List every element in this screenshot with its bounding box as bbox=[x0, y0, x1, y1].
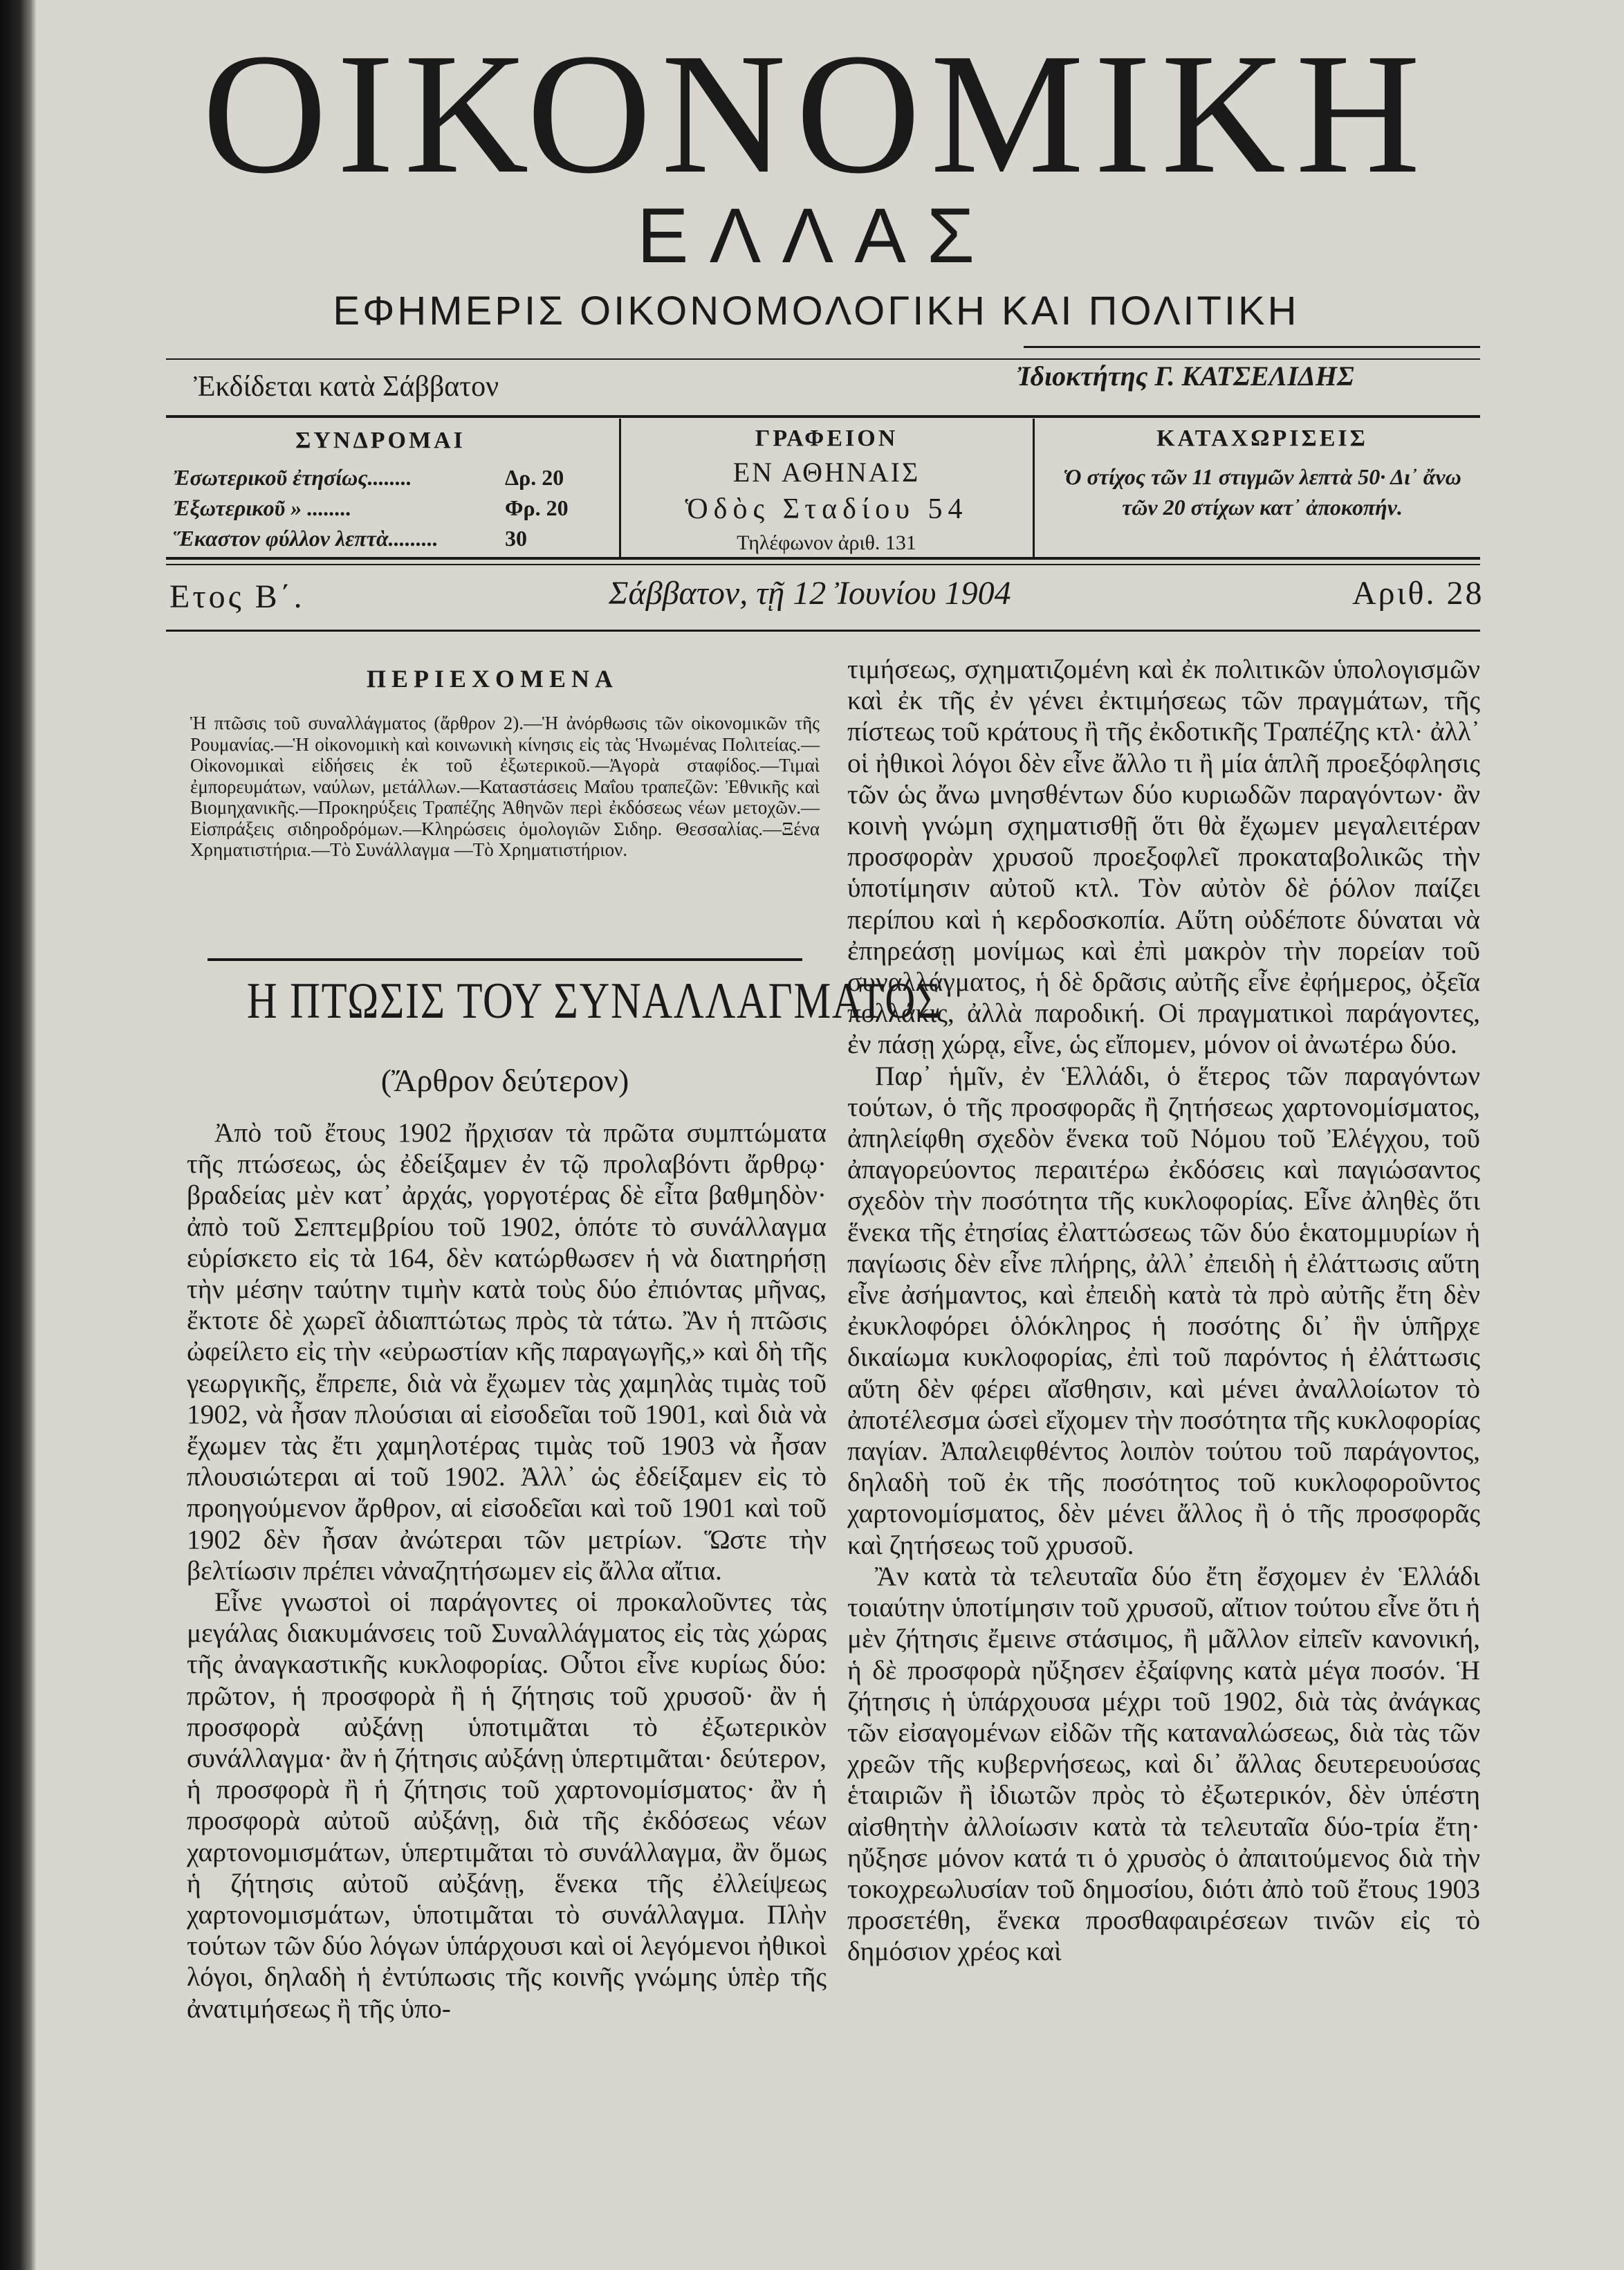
office-city: ΕΝ ΑΘΗΝΑΙΣ bbox=[732, 457, 921, 488]
subscription-row bbox=[173, 493, 602, 523]
office-block bbox=[622, 425, 1031, 555]
issue-frequency: Ἐκδίδεται κατὰ Σάββατον bbox=[194, 371, 499, 403]
ads-heading: ΚΑΤΑΧΩΡΙΣΕΙΣ bbox=[1156, 425, 1368, 451]
article-paragraph: Εἶνε γνωστοὶ οἱ παράγοντες οἱ προκαλοῦντες τὰς μεγάλας διακυμάνσεις τοῦ Συναλλάγματος εἰς τὰς χώρας τῆς ἀναγκαστικῆς κυκλοφορίας. Οὗτοι εἶνε κυρίως δύο: πρῶτον, ἡ προσφορὰ ἢ ἡ ζήτησις τοῦ χρυσοῦ· ἂν ἡ προσφορὰ αὐξάνῃ ὑποτιμᾶται τὸ ἐξωτερικὸν συνάλλαγμα· ἂν ἡ ζήτησις αὐξάνῃ ὑπερτιμᾶται· δεύτερον, ἡ προσφορὰ ἢ ἡ ζήτησις τοῦ χαρτονομίσματος· ἂν ἡ προσφορὰ αὐτοῦ αὐξάνῃ, διὰ τῆς ἐκδόσεως νέων χαρτονομισμάτων, ὑπερτιμᾶται τὸ συνάλλαγμα, ἂν ὅμως ἡ ζήτησις αὐτοῦ αὐξάνῃ, ἕνεκα τῆς ἐλλείψεως χαρτονομισμάτων, ὑποτιμᾶται τὸ συνάλλαγμα. Πλὴν τούτων τῶν δύο λόγων ὑπάρχουσι καὶ οἱ λεγόμενοι ἠθικοὶ λόγοι, δηλαδὴ ἡ ἐντύπωσις τῆς κοινῆς γνώμης ὑπὲρ τῆς ἀνατιμήσεως ἢ τῆς ὑπο- bbox=[187, 1586, 827, 2024]
rule-info-bottom bbox=[166, 557, 1480, 560]
article-right-column bbox=[847, 654, 1480, 1968]
article-left-column bbox=[187, 1117, 827, 2024]
dateline-number: Αριθ. 28 bbox=[1352, 575, 1484, 612]
owner-line: Ἰδιοκτήτης Γ. ΚΑΤΣΕΛΙΔΗΣ bbox=[1017, 360, 1354, 392]
info-divider-1 bbox=[619, 419, 621, 557]
subscriptions-heading: ΣΥΝΔΡΟΜΑΙ bbox=[295, 428, 465, 453]
dateline-date: Σάββατον, τῇ 12 Ἰουνίου 1904 bbox=[609, 575, 1011, 612]
subscription-label: Ἐξωτερικοῦ » ........ bbox=[173, 495, 352, 520]
article-headline: Η ΠΤΩΣΙΣ ΤΟΥ ΣΥΝΑΛΛΑΓΜΑΤΟΣ bbox=[246, 973, 942, 1029]
masthead-title: ΟΙΚΟΝΟΜΙΚΗ bbox=[202, 18, 1430, 210]
subscription-value: Δρ. 20 bbox=[505, 465, 564, 490]
article-paragraph: Ἀπὸ τοῦ ἔτους 1902 ἤρχισαν τὰ πρῶτα συμπτώματα τῆς πτώσεως, ὡς ἐδείξαμεν ἐν τῷ προλαβόντι ἄρθρῳ· βραδείας μὲν κατ᾽ ἀρχάς, γοργοτέρας δὲ εἶτα βαθμηδὸν· ἀπὸ τοῦ Σεπτεμβρίου τοῦ 1902, ὁπότε τὸ συνάλλαγμα εὑρίσκετο εἰς τὰ 164, δὲν κατώρθωσεν ἡ νὰ διατηρήσῃ τὴν μέσην ταύτην τιμὴν κατὰ τοὺς δύο ἐπιόντας μῆνας, ἔκτοτε δὲ χωρεῖ ἀδιαπτώτως πρὸς τὰ τάτω. Ἂν ἡ πτῶσις ὠφείλετο εἰς τὴν «εὐρωστίαν κῆς παραγωγῆς,» καὶ δὴ τῆς γεωργικῆς, ἔπρεπε, διὰ νὰ ἔχωμεν τὰς χαμηλὰς τιμὰς τοῦ 1902, νὰ ἦσαν πλούσιαι αἱ εἰσοδεῖαι τοῦ 1901, καὶ διὰ νὰ ἔχωμεν τὰς ἔτι χαμηλοτέρας τιμὰς τοῦ 1903 νὰ ἦσαν πλουσιώτεραι αἱ τοῦ 1902. Ἀλλ᾽ ὡς ἐδείξαμεν εἰς τὸ προηγούμενον ἄρθρον, αἱ εἰσοδεῖαι καὶ τοῦ 1901 καὶ τοῦ 1902 δὲν ἦσαν ἀνώτεραι τῶν μετρίων. Ὥστε τὴν βελτίωσιν πρέπει νἀναζητήσωμεν εἰς ἄλλα αἴτια. bbox=[187, 1117, 827, 1586]
contents-title: ΠΕΡΙΕΧΟΜΕΝΑ bbox=[367, 665, 619, 693]
subscription-row bbox=[173, 462, 602, 493]
ads-text: Ὁ στίχος τῶν 11 στιγμῶν λεπτὰ 50· Δι᾽ ἄνω τῶν 20 στίχων κατ᾽ ἀποκοπήν. bbox=[1063, 464, 1461, 520]
page-spine-shadow bbox=[0, 0, 36, 2270]
subscription-label: Ἕκαστον φύλλον λεπτὰ......... bbox=[173, 526, 439, 551]
office-street: Ὁδὸς Σταδίου 54 bbox=[685, 493, 968, 525]
rule-above-headline bbox=[207, 958, 802, 961]
office-heading: ΓΡΑΦΕΙΟΝ bbox=[755, 425, 898, 451]
ads-block bbox=[1044, 425, 1480, 522]
subscriptions-list bbox=[173, 462, 602, 553]
office-phone: Τηλέφωνον ἀριθ. 131 bbox=[737, 531, 916, 554]
contents-text: Ἡ πτῶσις τοῦ συναλλάγματος (ἄρθρον 2).—Ἡ ἀνόρθωσις τῶν οἰκονομικῶν τῆς Ρουμανίας.—Ἡ οἰκονομικὴ καὶ κοινωνικὴ κίνησις εἰς τὰς Ἡνωμένας Πολιτείας.—Οἰκονομικαὶ εἰδήσεις ἐκ τοῦ ἐξωτερικοῦ.—Ἀγορὰ σταφίδος.—Τιμαὶ ἐμπορευμάτων, ναύλων, μετάλλων.—Καταστάσεις Μαΐου τραπεζῶν: Ἐθνικῆς καὶ Βιομηχανικῆς.—Προκηρύξεις Τραπέζης Ἀθηνῶν περὶ ἐκδόσεως νέων μετοχῶν.— Εἰσπράξεις σιδηροδρόμων.—Κληρώσεις ὁμολογιῶν Σιδηρ. Θεσσαλίας.—Ξένα Χρηματιστήρια.—Τὸ Συνάλλαγμα —Τὸ Χρηματιστήριον. bbox=[190, 713, 820, 860]
dateline-year: Ετος Β΄. bbox=[169, 578, 305, 615]
article-paragraph: Ἂν κατὰ τὰ τελευταῖα δύο ἔτη ἔσχομεν ἐν Ἑλλάδι τοιαύτην ὑποτίμησιν τοῦ χρυσοῦ, αἴτιον τούτου εἶνε ὅτι ἡ μὲν ζήτησις ἔμεινε στάσιμος, ἢ μᾶλλον εἰπεῖν κανονική, ἡ δὲ προσφορὰ ηὔξησεν ἐξαίφνης κατὰ μέγα ποσόν. Ἡ ζήτησις ἡ ὑπάρχουσα μέχρι τοῦ 1902, διὰ τὰς ἀνάγκας τῶν εἰσαγομένων εἰδῶν τῆς καταναλώσεως, διὰ τὰς τῶν χρεῶν τῆς κυβερνήσεως, καὶ δι᾽ ἄλλας δευτερευούσας ἑταιριῶν ἢ ἰδιωτῶν πρὸς τὸ ἐξωτερικόν, δὲν ὑπέστη αἰσθητὴν ἀλλοίωσιν κατὰ τὰ τελευταῖα δύο-τρία ἔτη· ηὔξησε μόνον κατά τι ὁ χρυσὸς ὁ ἀπαιτούμενος διὰ τὴν τοκοχρεωλυσίαν τοῦ δημοσίου, διότι ἀπὸ τοῦ ἔτους 1903 προσετέθη, ἕνεκα προσθαφαιρέσεων τινῶν εἰς τὸ δημόσιον χρέος καὶ bbox=[847, 1560, 1480, 1967]
subscription-value: 30 bbox=[505, 526, 527, 551]
rule-info-bottom-2 bbox=[166, 564, 1480, 565]
article-paragraph: τιμήσεως, σχηματιζομένη καὶ ἐκ πολιτικῶν ὑπολογισμῶν καὶ ἐκ τῆς ἐν γένει ἐκτιμήσεως τῶν πραγμάτων, τῆς πίστεως τοῦ κράτους ἢ τῆς ἐκδοτικῆς Τραπέζης κτλ· ἀλλ᾽ οἱ ἠθικοὶ λόγοι δὲν εἶνε ἄλλο τι ἢ μία ἁπλῆ προεξόφλησις τῶν ὡς ἄνω μνησθέντων δύο κυριωδῶν παραγόντων· ἂν κοινὴ γνώμη σχηματισθῇ ὅτι θὰ ἔχωμεν μεγαλειτέραν προσφορὰν χρυσοῦ προεξοφλεῖ προκαταβολικῶς τὴν ὑποτίμησιν αὐτοῦ κτλ. Τὸν αὐτὸν δὲ ῥόλον παίζει περίπου καὶ ἡ κερδοσκοπία. Αὕτη οὐδέποτε δύναται νὰ ἐπηρεάσῃ μονίμως καὶ ἐπὶ μακρὸν τὴν πορείαν τοῦ συναλλάγματος, ἡ δὲ δρᾶσις αὐτῆς εἶνε ἐφήμερος, ὀξεῖα πολλάκις, ἀλλὰ παροδική. Οἱ πραγματικοὶ παράγοντες, ἐν πάσῃ χώρᾳ, εἶνε, ὡς εἴπομεν, μόνον οἱ ἀνωτέρω δύο. bbox=[847, 654, 1480, 1060]
subscription-row bbox=[173, 523, 602, 553]
rule-top bbox=[1024, 346, 1480, 348]
info-divider-2 bbox=[1033, 419, 1035, 557]
article-subhead: (Ἄρθρον δεύτερον) bbox=[380, 1063, 629, 1098]
rule-dateline bbox=[166, 630, 1480, 632]
masthead-tagline: ΕΦΗΜΕΡΙΣ ΟΙΚΟΝΟΜΟΛΟΓΙΚΗ ΚΑΙ ΠΟΛΙΤΙΚΗ bbox=[333, 289, 1300, 333]
article-paragraph: Παρ᾽ ἡμῖν, ἐν Ἑλλάδι, ὁ ἕτερος τῶν παραγόντων τούτων, ὁ τῆς προσφορᾶς ἢ ζητήσεως χαρτονομίσματος, ἀπηλείφθη σχεδὸν ἕνεκα τοῦ Νόμου τοῦ Ἐλέγχου, τοῦ ἀπαγορεύοντος περαιτέρω ἐκδόσεις καὶ παγιώσαντος σχεδὸν τὴν ποσότητα τῆς κυκλοφορίας. Εἶνε ἀληθὲς ὅτι ἕνεκα τῆς ἐτησίας ἐλαττώσεως τῶν δύο ἑκατομμυρίων ἡ παγίωσις δὲν εἶνε πλήρης, ἀλλ᾽ ἐπειδὴ ἡ ἐλάττωσις αὕτη εἶνε ἀσήμαντος, καὶ ἐπειδὴ κατὰ τὰ πρὸ αὐτῆς ἔτη δὲν ἐκυκλοφόρει ὁλόκληρος ἡ ποσότης δι᾽ ἣν ὑπῆρχε δικαίωμα κυκλοφορίας, ἐπὶ τοῦ παρόντος ἡ ἐλάττωσις αὕτη δὲν φέρει αἴσθησιν, καὶ μένει ἀναλλοίωτον τὸ ἀποτέλεσμα ὡσεὶ εἴχομεν τὴν ποσότητα τῆς κυκλοφορίας παγίαν. Ἀπαλειφθέντος λοιπὸν τούτου τοῦ παράγοντος, δηλαδὴ τοῦ ἐκ τῆς ποσότητος τοῦ κυκλοφοροῦντος χαρτονομίσματος, δὲν μένει ἄλλος ἢ ὁ τῆς προσφορᾶς καὶ ζητήσεως τοῦ χρυσοῦ. bbox=[847, 1060, 1480, 1560]
rule-info-top bbox=[166, 415, 1480, 418]
subscription-label: Ἐσωτερικοῦ ἐτησίως........ bbox=[173, 465, 412, 490]
subscription-value: Φρ. 20 bbox=[505, 495, 569, 520]
masthead-subtitle: ΕΛΛΑΣ bbox=[636, 192, 996, 279]
